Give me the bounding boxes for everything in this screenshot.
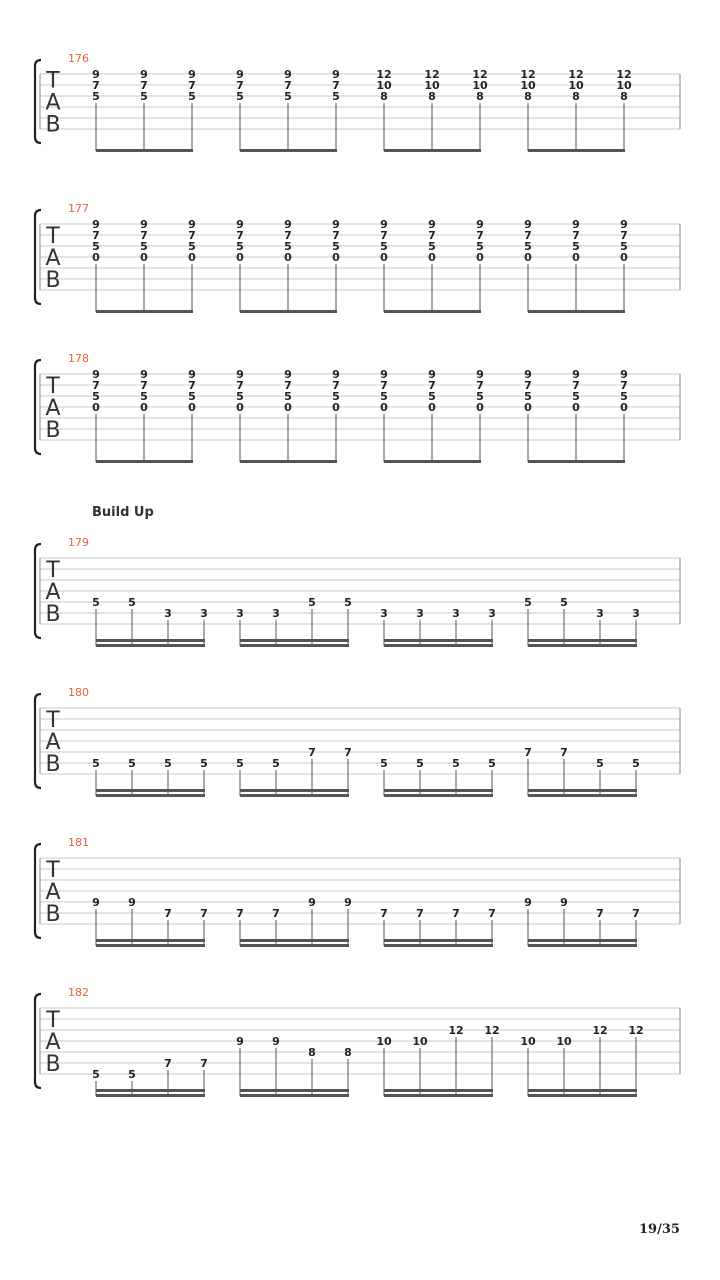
fret-number: 5	[524, 596, 532, 609]
fret-number: 7	[620, 229, 628, 242]
tab-system-177	[35, 202, 680, 313]
fret-number: 9	[572, 368, 580, 381]
fret-number: 5	[128, 1068, 136, 1081]
fret-number: 5	[92, 240, 100, 253]
fret-number: 9	[92, 68, 100, 81]
fret-number: 9	[380, 368, 388, 381]
fret-number: 0	[332, 251, 340, 264]
fret-number: 12	[472, 68, 488, 81]
measure-number: 179	[68, 536, 89, 549]
fret-number: 8	[524, 90, 532, 103]
fret-number: 7	[572, 379, 580, 392]
fret-number: 5	[200, 757, 208, 770]
tab-clef-letter-a: A	[45, 90, 61, 116]
fret-number: 7	[452, 907, 460, 920]
fret-number: 8	[620, 90, 628, 103]
beam-secondary	[96, 789, 205, 792]
fret-number: 9	[308, 896, 316, 909]
fret-number: 9	[188, 68, 196, 81]
fret-number: 9	[236, 368, 244, 381]
fret-number: 7	[236, 379, 244, 392]
tab-clef-letter-a: A	[45, 730, 61, 755]
fret-number: 10	[520, 79, 536, 92]
fret-number: 5	[380, 390, 388, 403]
fret-number: 7	[620, 379, 628, 392]
fret-number: 5	[476, 390, 484, 403]
fret-number: 7	[476, 229, 484, 242]
beam	[240, 149, 337, 152]
fret-number: 9	[236, 68, 244, 81]
beam	[384, 310, 481, 313]
fret-number: 0	[380, 251, 388, 264]
fret-number: 7	[236, 229, 244, 242]
fret-number: 5	[284, 90, 292, 103]
fret-number: 0	[284, 401, 292, 414]
beam	[96, 149, 193, 152]
fret-number: 3	[272, 607, 280, 620]
tab-clef-letter-t: T	[46, 708, 60, 733]
fret-number: 5	[92, 757, 100, 770]
fret-number: 7	[524, 746, 532, 759]
fret-number: 5	[272, 757, 280, 770]
beam	[528, 794, 637, 797]
fret-number: 0	[332, 401, 340, 414]
fret-number: 10	[412, 1035, 428, 1048]
fret-number: 5	[236, 240, 244, 253]
beam	[240, 310, 337, 313]
fret-number: 3	[164, 607, 172, 620]
fret-number: 7	[92, 79, 100, 92]
tab-system-182	[35, 986, 680, 1097]
fret-number: 7	[524, 229, 532, 242]
fret-number: 7	[596, 907, 604, 920]
beam	[96, 644, 205, 647]
tab-clef-letter-b: B	[45, 418, 61, 443]
fret-number: 5	[236, 757, 244, 770]
tab-clef-letter-t: T	[46, 374, 60, 399]
fret-number: 3	[596, 607, 604, 620]
fret-number: 9	[428, 368, 436, 381]
fret-number: 0	[236, 251, 244, 264]
fret-number: 7	[488, 907, 496, 920]
fret-number: 9	[140, 368, 148, 381]
fret-number: 0	[284, 251, 292, 264]
fret-number: 12	[592, 1024, 608, 1037]
fret-number: 9	[524, 896, 532, 909]
fret-number: 9	[332, 68, 340, 81]
beam	[528, 944, 637, 947]
fret-number: 10	[520, 1035, 536, 1048]
tab-system-180	[35, 686, 680, 797]
fret-number: 9	[188, 218, 196, 231]
fret-number: 7	[380, 379, 388, 392]
fret-number: 5	[164, 757, 172, 770]
fret-number: 0	[188, 251, 196, 264]
fret-number: 5	[332, 90, 340, 103]
measure-number: 180	[68, 686, 89, 699]
beam	[96, 460, 193, 463]
tab-system-178	[35, 352, 680, 463]
fret-number: 10	[424, 79, 440, 92]
beam	[528, 644, 637, 647]
fret-number: 5	[92, 390, 100, 403]
fret-number: 7	[380, 229, 388, 242]
beam	[384, 460, 481, 463]
fret-number: 5	[344, 596, 352, 609]
fret-number: 3	[488, 607, 496, 620]
beam-secondary	[528, 789, 637, 792]
fret-number: 3	[236, 607, 244, 620]
fret-number: 5	[380, 240, 388, 253]
fret-number: 5	[452, 757, 460, 770]
fret-number: 0	[524, 401, 532, 414]
tab-system-176	[35, 52, 680, 152]
beam-secondary	[240, 1089, 349, 1092]
fret-number: 5	[524, 390, 532, 403]
tab-clef-letter-b: B	[45, 602, 61, 627]
fret-number: 8	[476, 90, 484, 103]
tab-clef-letter-b: B	[45, 1052, 61, 1077]
fret-number: 5	[140, 240, 148, 253]
fret-number: 5	[128, 757, 136, 770]
fret-number: 0	[428, 401, 436, 414]
fret-number: 9	[620, 218, 628, 231]
fret-number: 7	[332, 79, 340, 92]
fret-number: 7	[428, 379, 436, 392]
fret-number: 7	[524, 379, 532, 392]
fret-number: 7	[164, 1057, 172, 1070]
fret-number: 12	[568, 68, 584, 81]
fret-number: 7	[632, 907, 640, 920]
fret-number: 0	[620, 251, 628, 264]
fret-number: 9	[236, 1035, 244, 1048]
measure-number: 182	[68, 986, 89, 999]
fret-number: 10	[376, 79, 392, 92]
fret-number: 0	[572, 401, 580, 414]
fret-number: 5	[476, 240, 484, 253]
fret-number: 8	[308, 1046, 316, 1059]
fret-number: 9	[272, 1035, 280, 1048]
fret-number: 9	[128, 896, 136, 909]
beam-secondary	[96, 1089, 205, 1092]
beam-secondary	[96, 639, 205, 642]
tab-clef-letter-t: T	[46, 558, 60, 583]
tab-system-181	[35, 836, 680, 947]
fret-number: 8	[344, 1046, 352, 1059]
fret-number: 7	[140, 229, 148, 242]
beam-secondary	[240, 789, 349, 792]
page-number: 19/35	[639, 1222, 680, 1237]
fret-number: 12	[628, 1024, 644, 1037]
fret-number: 10	[472, 79, 488, 92]
fret-number: 5	[236, 390, 244, 403]
fret-number: 7	[344, 746, 352, 759]
fret-number: 0	[92, 401, 100, 414]
tab-system-179	[35, 536, 680, 647]
fret-number: 9	[572, 218, 580, 231]
fret-number: 7	[188, 79, 196, 92]
fret-number: 12	[424, 68, 440, 81]
fret-number: 7	[236, 907, 244, 920]
fret-number: 0	[92, 251, 100, 264]
fret-number: 5	[620, 390, 628, 403]
beam-secondary	[96, 939, 205, 942]
fret-number: 9	[524, 368, 532, 381]
fret-number: 5	[92, 90, 100, 103]
fret-number: 5	[332, 240, 340, 253]
fret-number: 0	[572, 251, 580, 264]
tab-clef-letter-t: T	[46, 858, 60, 883]
fret-number: 5	[128, 596, 136, 609]
fret-number: 3	[200, 607, 208, 620]
fret-number: 7	[200, 907, 208, 920]
fret-number: 3	[632, 607, 640, 620]
beam-secondary	[384, 639, 493, 642]
beam-secondary	[384, 1089, 493, 1092]
tab-clef-letter-a: A	[45, 246, 61, 271]
fret-number: 8	[428, 90, 436, 103]
section-label-build-up: Build Up	[92, 505, 154, 520]
fret-number: 0	[140, 251, 148, 264]
fret-number: 7	[332, 229, 340, 242]
fret-number: 7	[272, 907, 280, 920]
fret-number: 12	[616, 68, 632, 81]
fret-number: 5	[428, 390, 436, 403]
beam-secondary	[384, 789, 493, 792]
fret-number: 5	[284, 390, 292, 403]
fret-number: 9	[332, 218, 340, 231]
fret-number: 7	[188, 229, 196, 242]
fret-number: 9	[284, 368, 292, 381]
fret-number: 9	[92, 368, 100, 381]
fret-number: 7	[308, 746, 316, 759]
fret-number: 5	[188, 240, 196, 253]
fret-number: 12	[484, 1024, 500, 1037]
fret-number: 5	[308, 596, 316, 609]
fret-number: 0	[428, 251, 436, 264]
measure-number: 177	[68, 202, 89, 215]
fret-number: 0	[620, 401, 628, 414]
fret-number: 7	[92, 379, 100, 392]
fret-number: 9	[236, 218, 244, 231]
fret-number: 5	[572, 240, 580, 253]
beam	[384, 794, 493, 797]
fret-number: 7	[188, 379, 196, 392]
tab-clef-letter-a: A	[45, 880, 61, 905]
fret-number: 0	[476, 251, 484, 264]
fret-number: 9	[140, 218, 148, 231]
fret-number: 3	[452, 607, 460, 620]
measure-number: 176	[68, 52, 89, 65]
fret-number: 10	[616, 79, 632, 92]
fret-number: 0	[380, 401, 388, 414]
beam	[240, 644, 349, 647]
fret-number: 9	[428, 218, 436, 231]
fret-number: 7	[140, 379, 148, 392]
beam-secondary	[384, 939, 493, 942]
fret-number: 9	[620, 368, 628, 381]
beam	[96, 310, 193, 313]
fret-number: 10	[376, 1035, 392, 1048]
beam	[240, 794, 349, 797]
fret-number: 7	[140, 79, 148, 92]
beam	[240, 944, 349, 947]
fret-number: 3	[380, 607, 388, 620]
fret-number: 7	[428, 229, 436, 242]
fret-number: 5	[524, 240, 532, 253]
fret-number: 9	[344, 896, 352, 909]
beam	[528, 1094, 637, 1097]
fret-number: 5	[188, 390, 196, 403]
tab-clef-letter-a: A	[45, 396, 61, 421]
fret-number: 0	[236, 401, 244, 414]
fret-number: 9	[332, 368, 340, 381]
beam-secondary	[528, 1089, 637, 1092]
beam	[240, 460, 337, 463]
fret-number: 5	[416, 757, 424, 770]
beam	[384, 944, 493, 947]
fret-number: 7	[380, 907, 388, 920]
fret-number: 8	[380, 90, 388, 103]
beam	[384, 644, 493, 647]
beam	[384, 1094, 493, 1097]
tab-clef-letter-a: A	[45, 1030, 61, 1055]
fret-number: 8	[572, 90, 580, 103]
fret-number: 5	[236, 90, 244, 103]
fret-number: 5	[284, 240, 292, 253]
fret-number: 7	[476, 379, 484, 392]
beam-secondary	[240, 939, 349, 942]
fret-number: 9	[524, 218, 532, 231]
fret-number: 5	[428, 240, 436, 253]
fret-number: 7	[284, 379, 292, 392]
measure-number: 178	[68, 352, 89, 365]
fret-number: 7	[416, 907, 424, 920]
fret-number: 9	[560, 896, 568, 909]
fret-number: 9	[476, 218, 484, 231]
fret-number: 5	[632, 757, 640, 770]
fret-number: 9	[476, 368, 484, 381]
fret-number: 5	[92, 1068, 100, 1081]
beam-secondary	[528, 939, 637, 942]
tab-clef-letter-b: B	[45, 902, 61, 927]
measure-number: 181	[68, 836, 89, 849]
fret-number: 5	[488, 757, 496, 770]
fret-number: 5	[560, 596, 568, 609]
beam	[528, 149, 625, 152]
fret-number: 0	[140, 401, 148, 414]
beam	[240, 1094, 349, 1097]
beam-secondary	[528, 639, 637, 642]
beam	[96, 794, 205, 797]
fret-number: 7	[92, 229, 100, 242]
beam-secondary	[240, 639, 349, 642]
fret-number: 9	[92, 896, 100, 909]
fret-number: 3	[416, 607, 424, 620]
fret-number: 9	[140, 68, 148, 81]
fret-number: 7	[572, 229, 580, 242]
tab-clef-letter-a: A	[45, 580, 61, 605]
fret-number: 5	[332, 390, 340, 403]
fret-number: 12	[448, 1024, 464, 1037]
tab-clef-letter-b: B	[45, 268, 61, 293]
fret-number: 5	[92, 596, 100, 609]
beam	[528, 460, 625, 463]
beam	[528, 310, 625, 313]
fret-number: 7	[200, 1057, 208, 1070]
tab-clef-letter-b: B	[45, 112, 61, 138]
fret-number: 12	[520, 68, 536, 81]
fret-number: 7	[284, 229, 292, 242]
fret-number: 12	[376, 68, 392, 81]
fret-number: 5	[140, 90, 148, 103]
fret-number: 9	[92, 218, 100, 231]
fret-number: 9	[380, 218, 388, 231]
fret-number: 5	[188, 90, 196, 103]
tab-clef-letter-t: T	[46, 1008, 60, 1033]
tab-clef-letter-t: T	[46, 224, 60, 249]
fret-number: 5	[620, 240, 628, 253]
fret-number: 9	[188, 368, 196, 381]
fret-number: 9	[284, 218, 292, 231]
fret-number: 7	[164, 907, 172, 920]
fret-number: 7	[560, 746, 568, 759]
fret-number: 0	[524, 251, 532, 264]
fret-number: 9	[284, 68, 292, 81]
fret-number: 10	[568, 79, 584, 92]
tab-clef-letter-t: T	[46, 68, 60, 94]
fret-number: 7	[284, 79, 292, 92]
fret-number: 7	[236, 79, 244, 92]
fret-number: 10	[556, 1035, 572, 1048]
fret-number: 5	[140, 390, 148, 403]
fret-number: 0	[188, 401, 196, 414]
fret-number: 5	[572, 390, 580, 403]
fret-number: 5	[380, 757, 388, 770]
tab-clef-letter-b: B	[45, 752, 61, 777]
fret-number: 7	[332, 379, 340, 392]
fret-number: 0	[476, 401, 484, 414]
beam	[96, 1094, 205, 1097]
beam	[384, 149, 481, 152]
beam	[96, 944, 205, 947]
fret-number: 5	[596, 757, 604, 770]
